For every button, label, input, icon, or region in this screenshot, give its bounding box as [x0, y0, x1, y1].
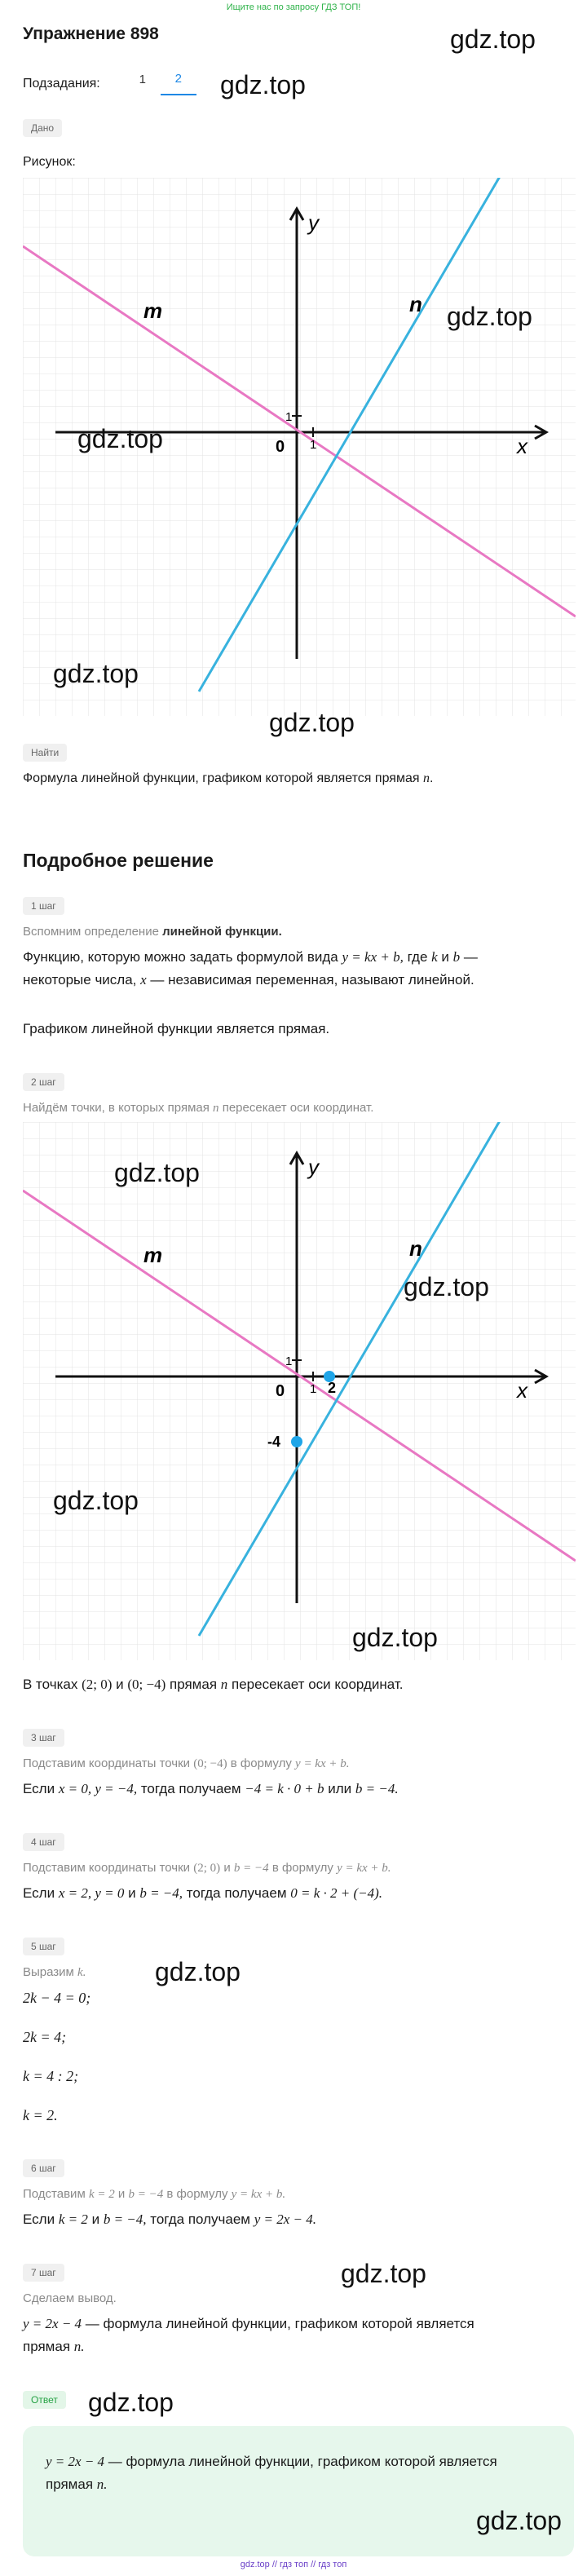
tick-x1-label: 1	[310, 438, 317, 452]
step-1-definition: Функцию, которую можно задать формулой вида y = kx + b, где k и b — некоторые числа, x — независимая переменная, называют линейной.	[23, 949, 478, 988]
search-banner: Ищите нас по запросу ГДЗ ТОП!	[226, 2, 361, 12]
step-5-eq-2: 2k = 4;	[23, 2029, 67, 2045]
tick-y1-label: 1	[285, 410, 293, 424]
tick-x2-label: 2	[328, 1380, 337, 1396]
watermark: gdz.top	[114, 1158, 200, 1187]
watermark: gdz.top	[450, 24, 536, 54]
watermark: gdz.top	[404, 1272, 489, 1301]
subtask-tab-1[interactable]: 1	[139, 73, 146, 86]
step-5-eq-1: 2k − 4 = 0;	[23, 1990, 91, 2006]
line-m-label: m	[143, 298, 163, 323]
answer-chip: Ответ	[23, 2391, 66, 2409]
watermark: gdz.top	[220, 70, 306, 99]
step-6-chip: 6 шаг	[23, 2159, 64, 2177]
step-7-note: Сделаем вывод.	[23, 2291, 117, 2305]
watermark: gdz.top	[269, 708, 355, 737]
watermark: gdz.top	[88, 2388, 174, 2417]
axis-y-label: y	[308, 210, 319, 235]
solution-title: Подробное решение	[23, 850, 214, 871]
subtask-tab-2[interactable]: 2	[161, 72, 196, 95]
step-6-note: Подставим k = 2 и b = −4 в формулу y = kx + b.	[23, 2187, 286, 2201]
line-n-label: n	[409, 292, 422, 316]
page-title: Упражнение 898	[23, 24, 159, 43]
given-chip: Дано	[23, 119, 62, 137]
graph-figure-intersections	[23, 1122, 576, 1660]
step-5-note: Выразим k.	[23, 1965, 86, 1979]
step-1-graph-note: Графиком линейной функции является прямая.	[23, 1021, 330, 1036]
find-chip: Найти	[23, 744, 67, 762]
step-1-note: Вспомним определение линейной функции.	[23, 925, 282, 939]
grid	[23, 1122, 576, 1660]
watermark: gdz.top	[53, 1486, 139, 1515]
step-4-note: Подставим координаты точки (2; 0) и b = −4 в формулу y = kx + b.	[23, 1861, 391, 1875]
watermark: gdz.top	[447, 302, 532, 331]
tick-x1-label: 1	[310, 1382, 317, 1396]
point-0-minus4	[291, 1436, 302, 1447]
step-3-note: Подставим координаты точки (0; −4) в формулу y = kx + b.	[23, 1756, 350, 1770]
watermark: gdz.top	[352, 1623, 438, 1652]
subtasks-bar	[23, 72, 196, 95]
origin-label: 0	[276, 438, 285, 456]
tick-y1-label: 1	[285, 1354, 293, 1368]
line-m-label: m	[143, 1243, 163, 1267]
figure-label: Рисунок:	[23, 155, 76, 169]
step-5-eq-4: k = 2.	[23, 2107, 58, 2123]
step-6-text: Если k = 2 и b = −4, тогда получаем y = 2x − 4.	[23, 2211, 317, 2227]
step-4-chip: 4 шаг	[23, 1833, 64, 1851]
watermark: gdz.top	[476, 2506, 562, 2535]
step-3-chip: 3 шаг	[23, 1729, 64, 1747]
step-5-eq-3: k = 4 : 2;	[23, 2068, 79, 2084]
watermark: gdz.top	[341, 2259, 426, 2288]
watermark: gdz.top	[155, 1957, 241, 1986]
step-1-chip: 1 шаг	[23, 897, 64, 915]
axis-x-label: x	[517, 434, 527, 458]
step-3-text: Если x = 0, y = −4, тогда получаем −4 = k · 0 + b или b = −4.	[23, 1781, 399, 1796]
step-7-chip: 7 шаг	[23, 2264, 64, 2282]
step-2-chip: 2 шаг	[23, 1073, 64, 1091]
find-text: Формула линейной функции, графиком которой является прямая n.	[23, 771, 434, 785]
answer-box	[23, 2426, 574, 2556]
axis-x-label: x	[517, 1378, 527, 1403]
answer-text: y = 2x − 4 — формула линейной функции, графиком которой является прямая n.	[46, 2454, 497, 2493]
axis-y-label: y	[308, 1155, 319, 1179]
origin-label: 0	[276, 1382, 285, 1400]
footer-links[interactable]: gdz.top // гдз топ // гдз топ	[240, 2560, 347, 2569]
subtasks-label: Подзадания:	[23, 76, 100, 91]
tick-ym4-label: -4	[267, 1434, 281, 1450]
step-5-chip: 5 шаг	[23, 1938, 64, 1955]
watermark: gdz.top	[77, 424, 163, 453]
step-4-text: Если x = 2, y = 0 и b = −4, тогда получаем 0 = k · 2 + (−4).	[23, 1885, 383, 1901]
watermark: gdz.top	[53, 659, 139, 688]
step-2-result: В точках (2; 0) и (0; −4) прямая n пересекает оси координат.	[23, 1677, 404, 1692]
step-7-text: y = 2x − 4 — формула линейной функции, графиком которой является прямая n.	[23, 2316, 474, 2355]
line-n-label: n	[409, 1236, 422, 1261]
step-2-note: Найдём точки, в которых прямая n пересекает оси координат.	[23, 1101, 374, 1115]
